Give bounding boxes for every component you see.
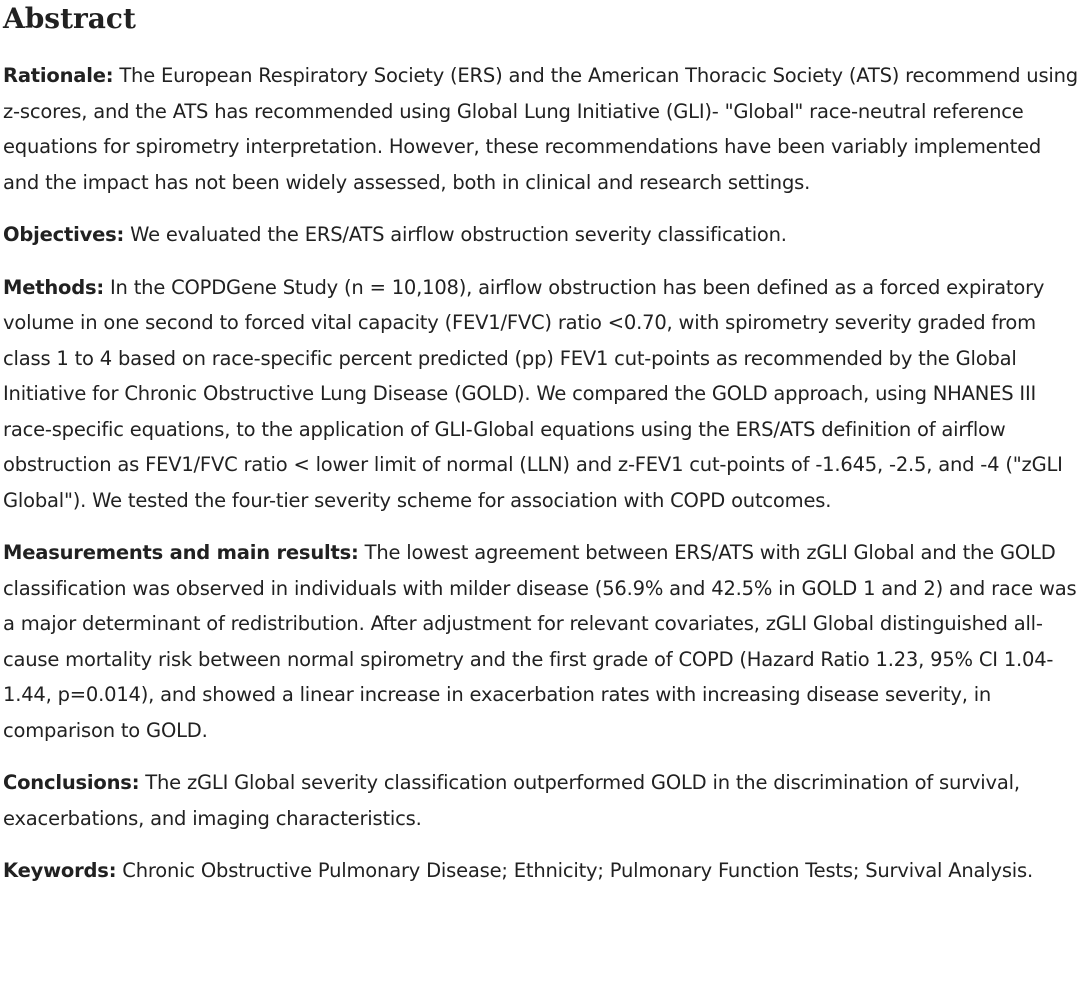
objectives-paragraph: [3, 217, 1080, 253]
results-label: Measurements and main results:: [3, 541, 359, 564]
rationale-text: The European Respiratory Society (ERS) and the American Thoracic Society (ATS) recommend using z-scores, and the ATS has recommended using Global Lung Initiative (GLI)- "Global" race-neutral reference equations for spirometry interpretation. However, these recommendations have been variably implemented and the impact has not been widely assessed, both in clinical and research settings.: [3, 64, 1078, 194]
rationale-paragraph: [3, 58, 1080, 200]
abstract-heading: Abstract: [3, 2, 136, 35]
methods-paragraph: [3, 270, 1080, 519]
keywords-label: Keywords:: [3, 859, 117, 882]
conclusions-label: Conclusions:: [3, 771, 140, 794]
methods-text: In the COPDGene Study (n = 10,108), airflow obstruction has been defined as a forced expiratory volume in one second to forced vital capacity (FEV1/FVC) ratio <0.70, with spirometry severity graded from class 1 to 4 based on race-specific percent predicted (pp) FEV1 cut-points as recommended by the Global Initiative for Chronic Obstructive Lung Disease (GOLD). We compared the GOLD approach, using NHANES III race-specific equations, to the application of GLI-Global equations using the ERS/ATS definition of airflow obstruction as FEV1/FVC ratio < lower limit of normal (LLN) and z-FEV1 cut-points of -1.645, -2.5, and -4 ("zGLI Global"). We tested the four-tier severity scheme for association with COPD outcomes.: [3, 275, 1063, 512]
rationale-label: Rationale:: [3, 64, 114, 87]
results-paragraph: [3, 535, 1080, 748]
methods-label: Methods:: [3, 275, 104, 299]
keywords-text: Chronic Obstructive Pulmonary Disease; Ethnicity; Pulmonary Function Tests; Survival Analysis.: [122, 859, 1033, 882]
results-text: The lowest agreement between ERS/ATS with zGLI Global and the GOLD classification was observed in individuals with milder disease (56.9% and 42.5% in GOLD 1 and 2) and race was a major determinant of redistribution. After adjustment for relevant covariates, zGLI Global distinguished all-cause mortality risk between normal spirometry and the first grade of COPD (Hazard Ratio 1.23, 95% CI 1.04-1.44, p=0.014), and showed a linear increase in exacerbation rates with increasing disease severity, in comparison to GOLD.: [3, 541, 1077, 742]
keywords-paragraph: [3, 853, 1080, 889]
objectives-label: Objectives:: [3, 223, 125, 246]
conclusions-paragraph: [3, 765, 1080, 836]
conclusions-text: The zGLI Global severity classification outperformed GOLD in the discrimination of survival, exacerbations, and imaging characteristics.: [3, 771, 1020, 830]
objectives-text: We evaluated the ERS/ATS airflow obstruction severity classification.: [130, 223, 787, 246]
